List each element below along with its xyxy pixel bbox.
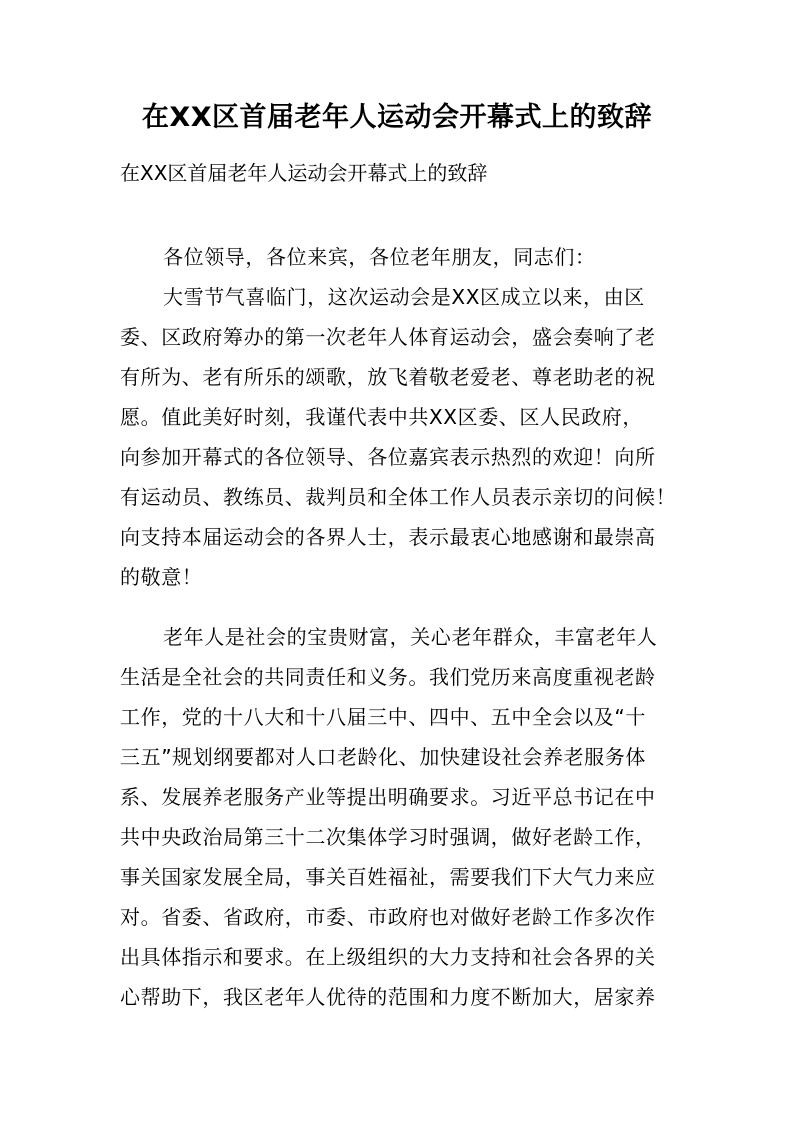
document-title: 在XX区首届老年人运动会开幕式上的致辞 (141, 102, 653, 133)
body-line: 有所为、老有所乐的颂歌，放飞着敬老爱老、尊老助老的祝 (120, 365, 656, 389)
body-line: 委、区政府筹办的第一次老年人体育运动会，盛会奏响了老 (120, 325, 656, 349)
document-subtitle: 在XX区首届老年人运动会开幕式上的致辞 (120, 161, 488, 185)
body-line: 心帮助下，我区老年人优待的范围和力度不断加大，居家养 (120, 985, 656, 1009)
body-line: 工作，党的十八大和十八届三中、四中、五中全会以及“十 (120, 705, 646, 729)
body-line: 系、发展养老服务产业等提出明确要求。习近平总书记在中 (120, 785, 656, 809)
body-line: 共中央政治局第三十二次集体学习时强调，做好老龄工作， (120, 825, 656, 849)
body-line: 三五”规划纲要都对人口老龄化、加快建设社会养老服务体 (120, 745, 646, 769)
body-line: 生活是全社会的共同责任和义务。我们党历来高度重视老龄 (120, 665, 656, 689)
body-line: 出具体指示和要求。在上级组织的大力支持和社会各界的关 (120, 945, 656, 969)
body-line: 有运动员、教练员、裁判员和全体工作人员表示亲切的问候！ (120, 485, 677, 509)
body-line: 向支持本届运动会的各界人士，表示最衷心地感谢和最崇高 (120, 525, 656, 549)
body-line: 老年人是社会的宝贵财富，关心老年群众，丰富老年人 (163, 625, 658, 649)
body-line: 对。省委、省政府，市委、市政府也对做好老龄工作多次作 (120, 905, 656, 929)
body-line: 事关国家发展全局，事关百姓福祉，需要我们下大气力来应 (120, 865, 656, 889)
body-line: 向参加开幕式的各位领导、各位嘉宾表示热烈的欢迎！向所 (120, 445, 656, 469)
body-line: 各位领导，各位来宾，各位老年朋友，同志们： (163, 245, 596, 269)
body-line: 愿。值此美好时刻，我谨代表中共XX区委、区人民政府， (120, 405, 644, 429)
body-line: 大雪节气喜临门，这次运动会是XX区成立以来，由区 (163, 285, 645, 309)
body-line: 的敬意！ (120, 565, 203, 589)
